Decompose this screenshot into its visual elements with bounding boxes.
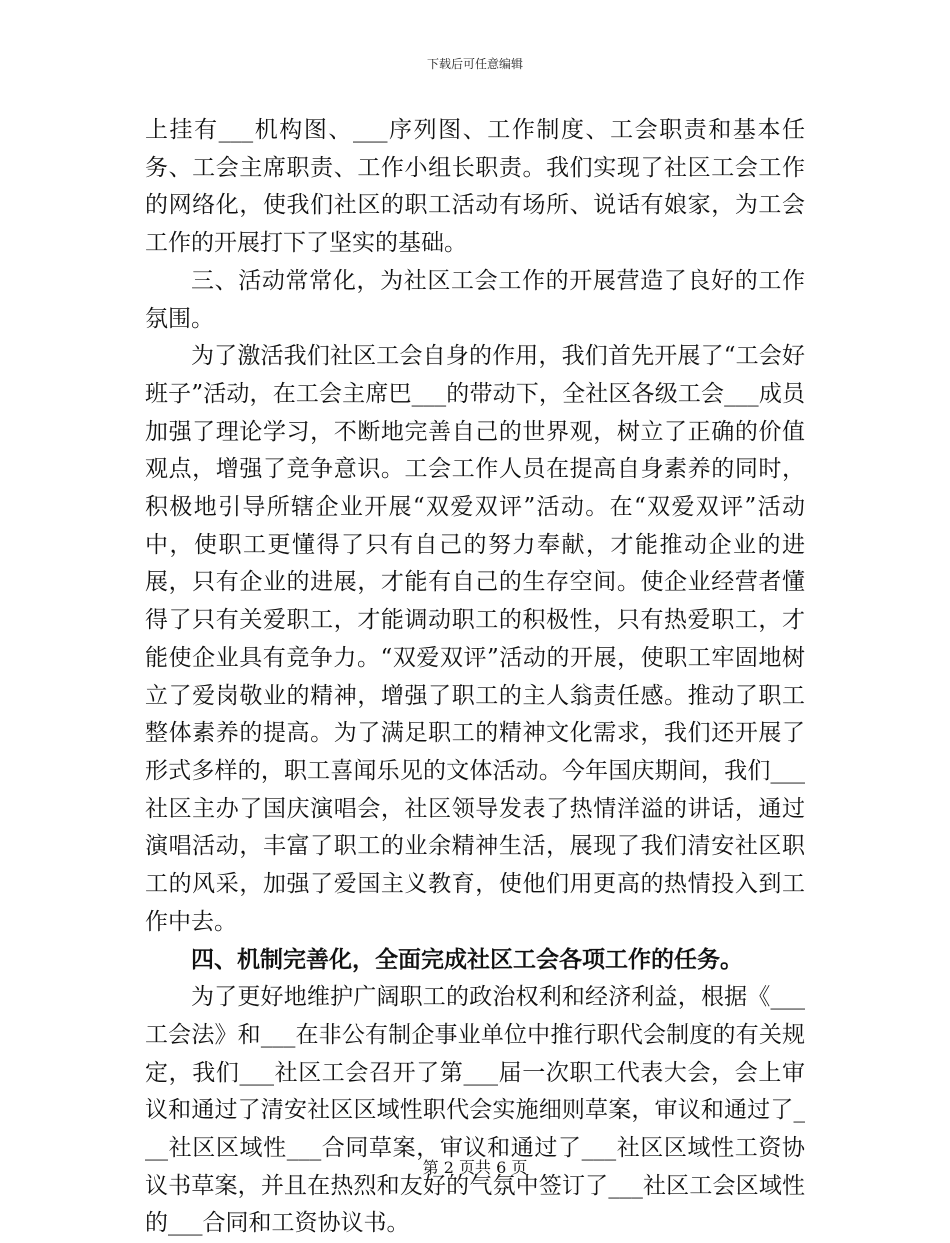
page-footer: 第 2 页共 6 页 [422,1158,528,1177]
section-heading-four: 四、机制完善化，全面完成社区工会各项工作的任务。 [191,946,743,974]
section-heading-three: 三、活动常常化，为社区工会工作的开展营造了良好的工作氛围。 [145,267,805,332]
paragraph-activities: 为了激活我们社区工会自身的作用，我们首先开展了“工会好班子”活动，在工会主席巴___的带动下，全社区各级工会___成员加强了理论学习，不断地完善自己的世界观，树立了正确的价值观点，增强了竞争意识。工会工作人员在提高自身素养的同时，积极地引导所辖企业开展“双爱双评”活动。在“双爱双评”活动中，使职工更懂得了只有自己的努力奉献，才能推动企业的进展，只有企业的进展，才能有自己的生存空间。使企业经营者懂得了只有关爱职工，才能调动职工的积极性，只有热爱职工，才能使企业具有竞争力。“双爱双评”活动的开展，使职工牢固地树立了爱岗敬业的精神，增强了职工的主人翁责任感。推动了职工整体素养的提高。为了满足职工的精神文化需求，我们还开展了形式多样的，职工喜闻乐见的文体活动。今年国庆期间，我们___社区主办了国庆演唱会，社区领导发表了热情洋溢的讲话，通过演唱活动，丰富了职工的业余精神生活，展现了我们清安社区职工的风采，加强了爱国主义教育，使他们用更高的热情投入到工作中去。 [145,343,805,935]
paragraph-continuation: 上挂有___机构图、___序列图、工作制度、工会职责和基本任务、工会主席职责、工作小组长职责。我们实现了社区工会工作的网络化，使我们社区的职工活动有场所、说话有娘家，为工会工作的开展打下了坚实的基础。 [145,117,805,257]
page-header: 下载后可任意编辑 [426,57,523,71]
document-body [145,112,805,1243]
paragraph-mechanism: 为了更好地维护广阔职工的政治权利和经济利益，根据《___工会法》和___在非公有制企事业单位中推行职代会制度的有关规定，我们___社区工会召开了第___届一次职工代表大会，会上审议和通过了清安社区区域性职代会实施细则草案，审议和通过了___社区区域性___合同草案，审议和通过了___社区区域性工资协议书草案，并且在热烈和友好的气氛中签订了___社区工会区域性的___合同和工资协议书。 [145,984,805,1237]
